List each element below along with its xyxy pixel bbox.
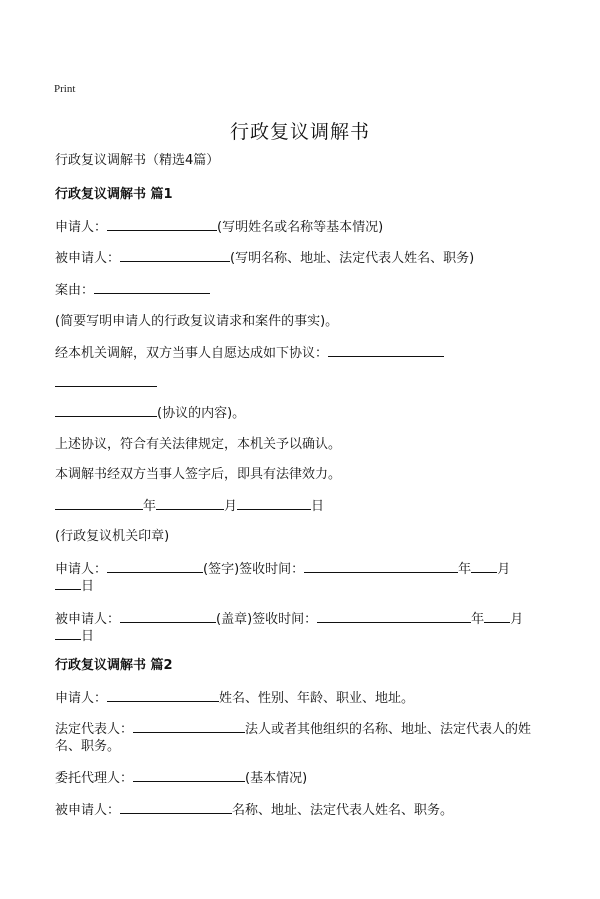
cause-blank	[94, 281, 210, 294]
sign-respondent-month-blank	[484, 610, 510, 623]
seal-text: (行政复议机关印章)	[55, 529, 170, 544]
day-label: 日	[311, 499, 325, 514]
sign-respondent-year: 年	[471, 612, 485, 627]
p2-applicant-note: 姓名、性别、年龄、职业、地址。	[219, 691, 415, 706]
sign-respondent-blank	[120, 610, 216, 623]
print-label: Print	[54, 83, 76, 95]
date-line	[55, 497, 324, 515]
agreement-blank-2	[55, 404, 157, 417]
day-blank	[237, 497, 311, 510]
sign-applicant-month-blank	[471, 560, 497, 573]
section-heading-1: 行政复议调解书 篇1	[55, 187, 173, 202]
p2-agent-line	[55, 769, 307, 787]
applicant-line	[55, 218, 383, 236]
cause-label: 案由：	[55, 283, 95, 298]
cause-line	[55, 281, 210, 299]
sign-respondent-day-line	[55, 627, 94, 645]
month-blank	[156, 497, 224, 510]
effect-text: 本调解书经双方当事人签字后，即具有法律效力。	[55, 467, 342, 482]
respondent-label: 被申请人：	[55, 251, 121, 266]
sign-applicant-date-blank	[304, 560, 458, 573]
respondent-note: (写明名称、地址、法定代表人姓名、职务)	[230, 251, 475, 266]
sign-respondent-note: (盖章)签收时间：	[216, 612, 318, 627]
mediation-text: 经本机关调解，双方当事人自愿达成如下协议：	[55, 346, 329, 361]
mediation-blank	[328, 344, 444, 357]
p2-legal-rep-blank	[133, 720, 245, 733]
section-heading-2: 行政复议调解书 篇2	[55, 658, 173, 673]
sign-applicant-year: 年	[458, 562, 472, 577]
p2-legal-rep-note: 法人或者其他组织的名称、地址、法定代表人的姓名、职务。	[55, 722, 532, 754]
respondent-blank	[120, 249, 230, 262]
month-label: 月	[224, 499, 238, 514]
sign-applicant-day: 日	[81, 579, 95, 594]
respondent-line	[55, 249, 474, 267]
sign-respondent-label: 被申请人：	[55, 612, 121, 627]
sign-respondent-date-blank	[317, 610, 471, 623]
p2-legal-rep-line	[55, 720, 545, 755]
applicant-label: 申请人：	[55, 220, 108, 235]
applicant-blank	[107, 218, 217, 231]
sign-applicant-label: 申请人：	[55, 562, 108, 577]
p2-applicant-label: 申请人：	[55, 691, 108, 706]
mediation-line	[55, 344, 444, 362]
p2-applicant-blank	[107, 689, 219, 702]
agreement-line	[55, 404, 245, 422]
p2-respondent-note: 名称、地址、法定代表人姓名、职务。	[232, 803, 454, 818]
agreement-blank-1	[55, 374, 157, 387]
p2-agent-blank	[133, 769, 245, 782]
agreement-note: (协议的内容)。	[157, 406, 246, 421]
agreement-blank-line	[55, 374, 157, 392]
sign-applicant-day-line	[55, 577, 94, 595]
applicant-note: (写明姓名或名称等基本情况)	[217, 220, 384, 235]
p2-respondent-line	[55, 801, 453, 819]
p2-agent-label: 委托代理人：	[55, 771, 134, 786]
p2-respondent-label: 被申请人：	[55, 803, 121, 818]
document-subtitle: 行政复议调解书（精选4篇）	[55, 153, 220, 168]
sign-respondent-day-blank	[55, 627, 81, 640]
sign-respondent-month: 月	[510, 612, 524, 627]
sign-applicant-note: (签字)签收时间：	[203, 562, 305, 577]
cause-note: (简要写明申请人的行政复议请求和案件的事实)。	[55, 314, 339, 329]
confirm-text: 上述协议，符合有关法律规定，本机关予以确认。	[55, 437, 342, 452]
p2-applicant-line	[55, 689, 414, 707]
p2-respondent-blank	[120, 801, 232, 814]
sign-respondent-line	[55, 610, 523, 628]
sign-applicant-day-blank	[55, 577, 81, 590]
p2-agent-note: (基本情况)	[245, 771, 308, 786]
p2-legal-rep-label: 法定代表人：	[55, 722, 134, 737]
year-blank	[55, 497, 143, 510]
document-title: 行政复议调解书	[229, 121, 370, 143]
sign-applicant-blank	[107, 560, 203, 573]
sign-respondent-day: 日	[81, 629, 95, 644]
sign-applicant-line	[55, 560, 510, 578]
sign-applicant-month: 月	[497, 562, 511, 577]
year-label: 年	[143, 499, 157, 514]
